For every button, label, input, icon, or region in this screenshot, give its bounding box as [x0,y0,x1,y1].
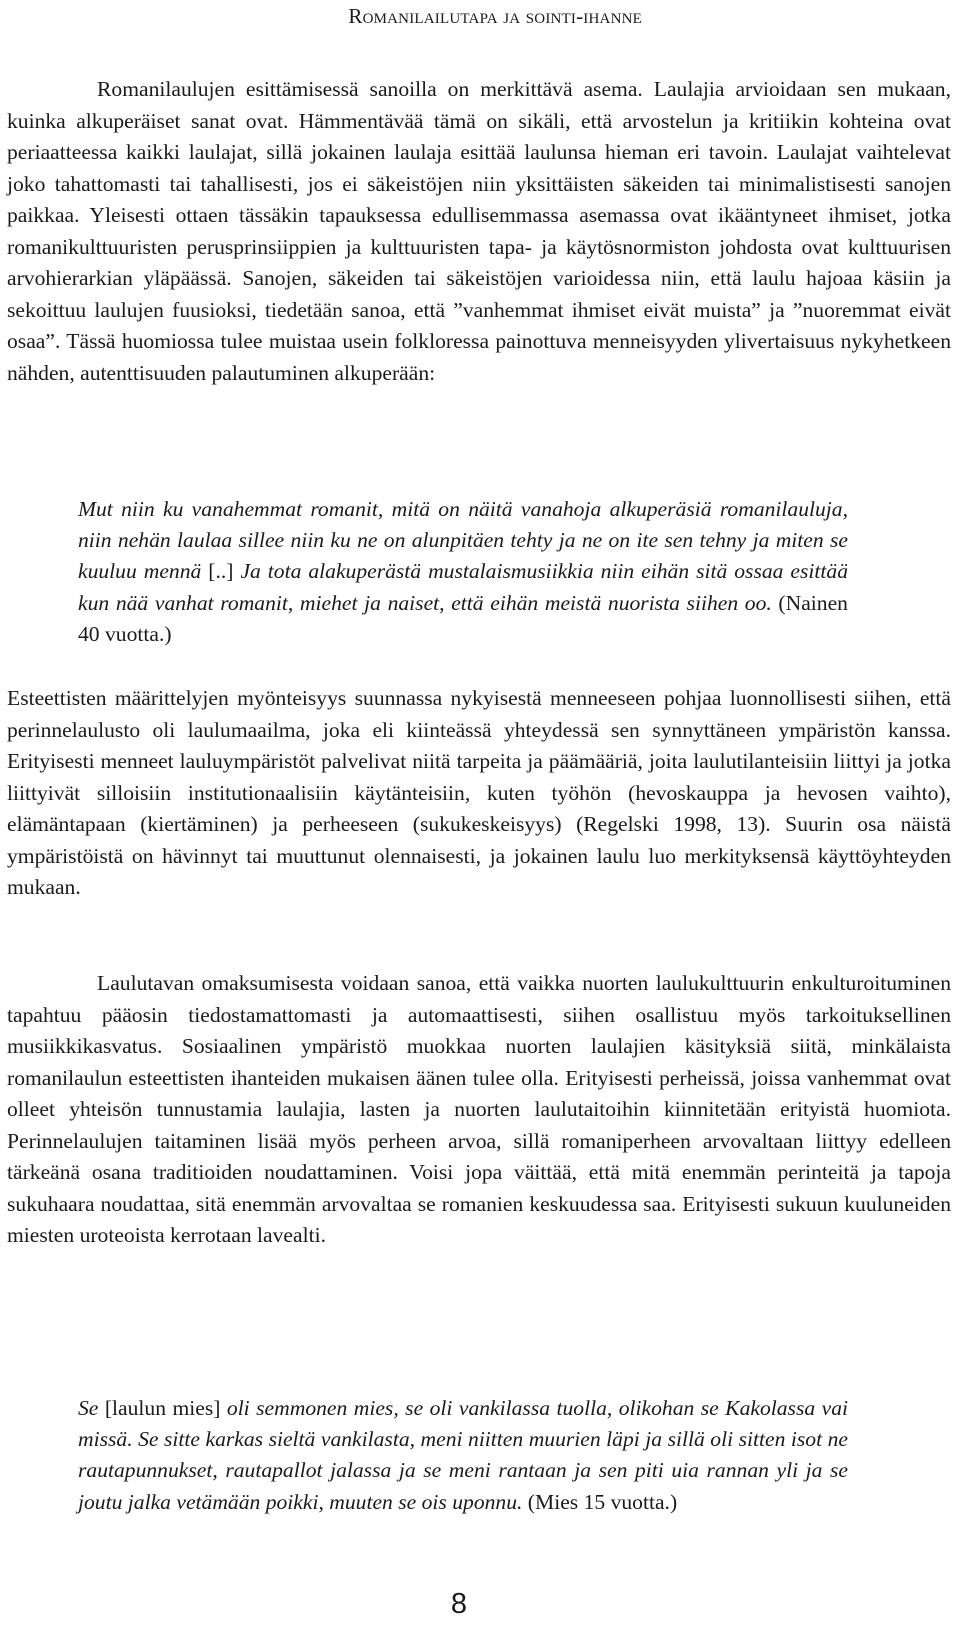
quote-2-italic-part-a: Se [78,1396,99,1420]
interview-quote-1 [78,494,848,650]
quote-2-insert: [laulun mies] [98,1396,227,1420]
quote-2-attribution: (Mies 15 vuotta.) [522,1489,678,1514]
quote-1-italic-part-b: Ja tota alakuperästä mustalaismusiikkia niin eihän sitä ossaa esittää kun nää vanhat romanit, miehet ja naiset, että eihän meistä nuorista siihen oo. [78,559,848,615]
quote-2-italic-part-b: oli semmonen mies, se oli vankilassa tuolla, olikohan se Kakolassa vai missä. Se sitte karkas sieltä vankilasta, meni niitten muurien läpi ja sillä oli sitten isot ne rautapunnukset, rautapallot jalassa ja se meni rantaan ja sen piti uia rannan yli ja se joutu jalka vetämään poikki, muuten se ois uponnu. [78,1396,848,1514]
running-header-title: Romanilailutapa ja sointi-ihanne [348,4,642,28]
body-paragraph-1: Romanilaulujen esittämisessä sanoilla on merkittävä asema. Laulajia arvioidaan sen mukaan, kuinka alkuperäiset sanat ovat. Hämmentävää tämä on sikäli, että arvostelun ja kritiikin kohteina ovat periaatteessa kaikki laulajat, sillä jokainen laulaja esittää laulunsa hieman eri tavoin. Laulajat vaihtelevat joko tahattomasti tai tahallisesti, jos ei säkeistöjen niin yksittäisten säkeiden tai minimalistisesti sanojen paikkaa. Yleisesti ottaen tässäkin tapauksessa edullisemmassa asemassa ovat ikääntyneet ihmiset, jotka romanikulttuuristen perusprinsiippien ja kulttuuristen tapa- ja käytösnormiston johdosta ovat kulttuurisen arvohierarkian yläpäässä. Sanojen, säkeiden tai säkeistöjen varioidessa niin, että laulu hajoaa käsiin ja sekoittuu laulujen fuusioksi, tiedetään sanoa, että ”vanhemmat ihmiset eivät muista” ja ”nuoremmat eivät osaa”. Tässä huomiossa tulee muistaa usein folkloressa painottuva menneisyyden ylivertaisuus nykyhetkeen nähden, autenttisuuden palautuminen alkuperään: [7,77,951,385]
quote-1-ellipsis: [..] [201,559,241,584]
quote-1-attribution: (Nainen 40 vuotta.) [78,590,848,646]
quote-1-italic-part-a: Mut niin ku vanahemmat romanit, mitä on näitä vanahoja alkuperäsiä romanilauluja, niin nehän laulaa sillee niin ku ne on alunpitäen tehty ja ne on ite sen tehny ja miten se kuuluu mennä [78,497,848,584]
page-number: 8 [450,1588,468,1620]
interview-quote-2 [78,1393,848,1518]
body-paragraph-2: Esteettisten määrittelyjen myönteisyys suunnassa nykyisestä menneeseen pohjaa luonnollisesti siihen, että perinnelaulusto oli laulumaailma, joka eli kiinteässä yhteydessä sen synnyttäneen ympäristön kanssa. Erityisesti menneet lauluympäristöt palvelivat niitä tarpeita ja päämääriä, joita laulutilanteisiin liittyi ja jotka liittyivät silloisiin institutionaalisiin käytänteisiin, kuten työhön (hevoskauppa ja hevosen vaihto), elämäntapaan (kiertäminen) ja perheeseen (sukukeskeisyys) (Regelski 1998, 13). Suurin osa näistä ympäristöistä on hävinnyt tai muuttunut olennaisesti, ja jokainen laulu luo merkityksensä käyttöyhteyden mukaan. [7,686,951,899]
body-paragraph-3: Laulutavan omaksumisesta voidaan sanoa, että vaikka nuorten laulukulttuurin enkulturoituminen tapahtuu pääosin tiedostamattomasti ja automaattisesti, siihen osallistuu myös tarkoituksellinen musiikkikasvatus. Sosiaalinen ympäristö muokkaa nuorten laulajien käsityksiä siitä, minkälaista romanilaulun esteettisten ihanteiden mukaisen äänen tulee olla. Erityisesti perheissä, joissa vanhemmat ovat olleet yhteisön tunnustamia laulajia, lasten ja nuorten laulutaitoihin kiinnitetään erityistä huomiota. Perinnelaulujen taitaminen lisää myös perheen arvoa, sillä romaniperheen arvovaltaan liittyy edelleen tärkeänä osana traditioiden noudattaminen. Voisi jopa väittää, että mitä enemmän perinteitä ja tapoja sukuhaara noudattaa, sitä enemmän arvovaltaa se romanien keskuudessa saa. Erityisesti sukuun kuuluneiden miesten uroteoista kerrotaan lavealti. [7,971,951,1247]
